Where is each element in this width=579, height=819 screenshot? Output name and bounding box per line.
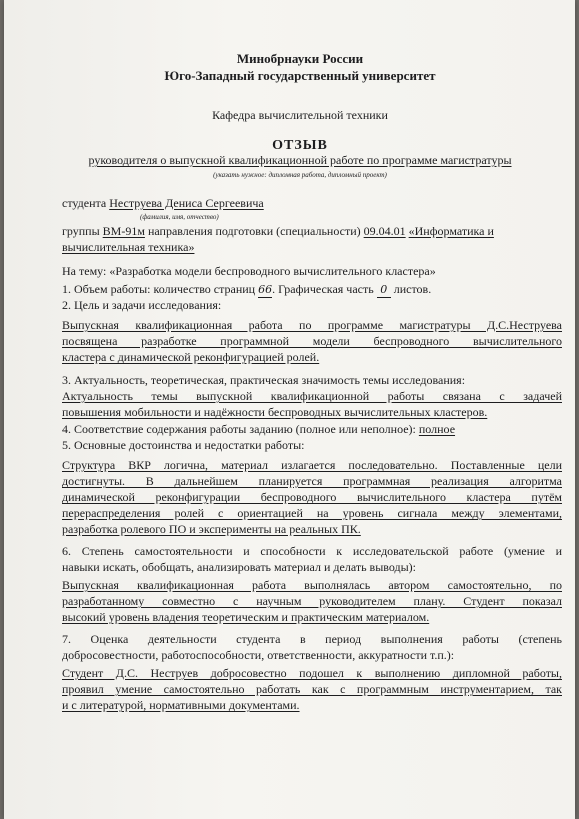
direction-name-line1: «Информатика и — [408, 224, 494, 238]
section6-text-line: разработанному совместно с научным руководителем плану. Студент показал — [62, 594, 562, 608]
student-name: Неструева Дениса Сергеевича — [109, 196, 264, 210]
pages-count: 66 — [258, 283, 273, 296]
section6-text-line: высокий уровень владения теоретическим и практическим материалом. — [62, 610, 430, 624]
student-prefix: студента — [62, 196, 107, 210]
subtitle-hint: (указать нужное: дипломная работа, дипломный проект) — [213, 171, 387, 179]
volume-mid: . Графическая часть — [272, 282, 374, 296]
section5-text-line: разработка ролевого ПО и эксперименты на реальных ПК. — [62, 522, 361, 536]
section6-text-line: Выпускная квалификационная работа выполнялась автором самостоятельно, по — [62, 578, 562, 592]
direction-prefix: направления подготовки (специальности) — [147, 224, 361, 238]
section6-heading-line2: навыки искать, обобщать, анализировать материал и делать выводы): — [62, 560, 417, 574]
direction-code: 09.04.01 — [363, 224, 406, 238]
section2-text-line: посвящена разработке программной модели беспроводного вычислительного — [62, 334, 562, 348]
department-name: Кафедра вычислительной техники — [212, 108, 388, 122]
volume-suffix: листов. — [393, 282, 432, 296]
ministry-name: Минобрнауки России — [236, 51, 364, 66]
section3-heading: 3. Актуальность, теоретическая, практическая значимость темы исследования: — [62, 373, 466, 387]
student-name-hint: (фамилия, имя, отчество) — [140, 213, 219, 221]
section6-heading-line1: 6. Степень самостоятельности и способности к исследовательской работе (умение и — [62, 544, 562, 558]
section3-text-line: повышения мобильности и надёжности беспроводных вычислительных кластеров. — [62, 405, 488, 419]
university-name: Юго-Западный государственный университет — [164, 68, 436, 83]
section3-text-line: Актуальность темы выпускной квалификационной работы связана с задачей — [62, 389, 562, 403]
section7-text-line: Студент Д.С. Неструев добросовестно подошел к выполнению дипломной работы, — [62, 666, 562, 680]
section5-text-line: Структура ВКР логична, материал излагается последовательно. Поставленные цели — [62, 458, 562, 472]
section4-answer: полное — [418, 422, 456, 436]
section7-heading-line2: добросовестности, работоспособности, ответственности, аккуратности т.п.): — [62, 648, 455, 662]
section7-heading-line1: 7. Оценка деятельности студента в период выполнения работы (степень — [62, 632, 562, 646]
graphics-count: 0 — [377, 283, 391, 298]
section2-text-line: Выпускная квалификационная работа по программе магистратуры Д.С.Неструева — [62, 318, 562, 332]
section5-text-line: достигнуты. В дальнейшем планируется программная реализация алгоритма — [62, 474, 562, 488]
direction-name-line2: вычислительная техника» — [62, 240, 195, 254]
section7-text-line: проявил умение самостоятельно работать как с программным инструментарием, так — [62, 682, 562, 696]
section5-text-line: перераспределения ролей с ориентацией на уровень сигнала между элементами, — [62, 506, 562, 520]
section2-text-line: кластера с динамической реконфигурацией ролей. — [62, 350, 320, 364]
volume-prefix: 1. Объем работы: количество страниц — [62, 282, 256, 296]
section4-heading: 4. Соответствие содержания работы заданию (полное или неполное): — [62, 422, 416, 436]
section7-text-line: и с литературой, нормативными документами. — [62, 698, 300, 712]
topic-line: На тему: «Разработка модели беспроводного вычислительного кластера» — [62, 264, 436, 278]
group-prefix: группы — [62, 224, 100, 238]
section5-text-line: динамической реконфигурации беспроводного вычислительного кластера путём — [62, 490, 562, 504]
group-number: ВМ-91м — [102, 224, 145, 238]
section5-heading: 5. Основные достоинства и недостатки работы: — [62, 438, 305, 452]
document-subtitle: руководителя о выпускной квалификационной работе по программе магистратуры — [88, 153, 512, 167]
document-title: ОТЗЫВ — [272, 138, 328, 153]
section2-heading: 2. Цель и задачи исследования: — [62, 298, 222, 312]
